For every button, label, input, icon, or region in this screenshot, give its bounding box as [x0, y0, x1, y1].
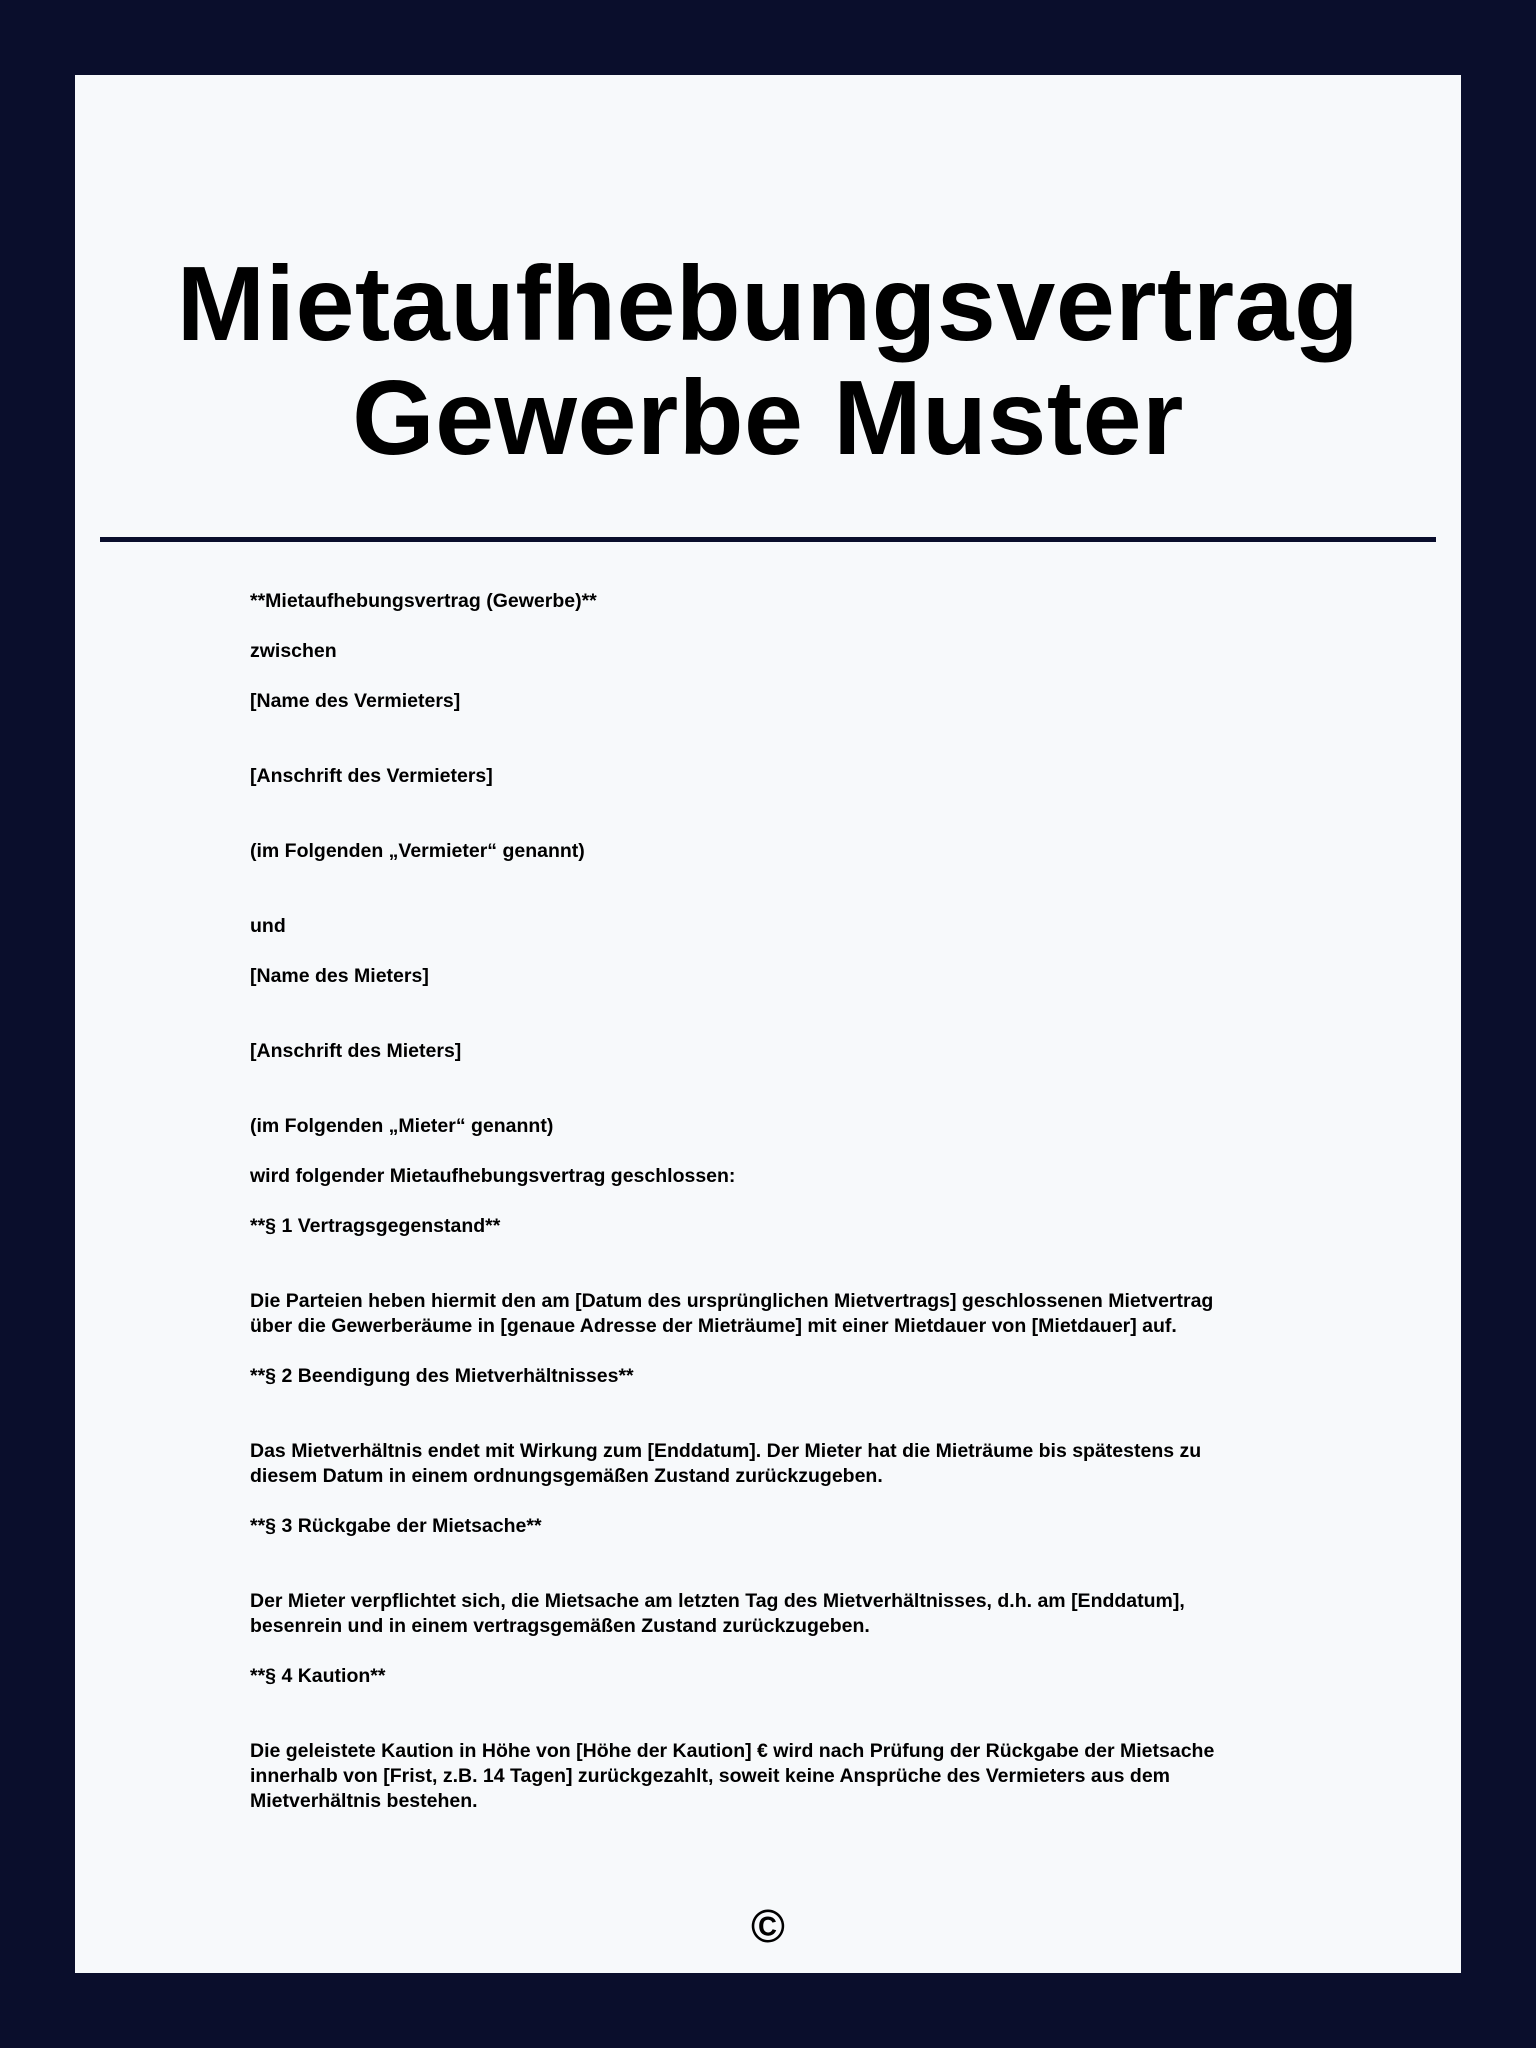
section-1-heading: **§ 1 Vertragsgegenstand** — [250, 1215, 501, 1237]
section-3-line-2: besenrein und in einem vertragsgemäßen Zustand zurückzugeben. — [250, 1615, 870, 1637]
landlord-designation: (im Folgenden „Vermieter“ genannt) — [250, 840, 585, 862]
title-line-2: Gewerbe Muster — [352, 359, 1184, 477]
contract-heading: **Mietaufhebungsvertrag (Gewerbe)** — [250, 590, 597, 612]
landlord-address: [Anschrift des Vermieters] — [250, 765, 493, 787]
contract-intro: wird folgender Mietaufhebungsvertrag geschlossen: — [250, 1165, 736, 1187]
text-zwischen: zwischen — [250, 640, 337, 662]
section-4-line-1: Die geleistete Kaution in Höhe von [Höhe der Kaution] € wird nach Prüfung der Rückgabe der Mietsache — [250, 1740, 1215, 1762]
section-2-line-2: diesem Datum in einem ordnungsgemäßen Zustand zurückzugeben. — [250, 1465, 883, 1487]
section-4-line-3: Mietverhältnis bestehen. — [250, 1790, 478, 1812]
copyright-icon: © — [751, 1900, 785, 1952]
section-1-line-1: Die Parteien heben hiermit den am [Datum des ursprünglichen Mietvertrags] geschlossenen Mietvertrag — [250, 1290, 1214, 1312]
section-3-line-1: Der Mieter verpflichtet sich, die Mietsache am letzten Tag des Mietverhältnisses, d.h. am [Enddatum], — [250, 1590, 1185, 1612]
tenant-name: [Name des Mieters] — [250, 965, 429, 987]
document-page — [75, 75, 1461, 1973]
title-line-1: Mietaufhebungsvertrag — [176, 245, 1360, 363]
section-2-heading: **§ 2 Beendigung des Mietverhältnisses** — [250, 1365, 634, 1387]
section-1-line-2: über die Gewerberäume in [genaue Adresse der Mieträume] mit einer Mietdauer von [Mietdauer] auf. — [250, 1315, 1177, 1337]
document-title — [75, 247, 1461, 475]
tenant-address: [Anschrift des Mieters] — [250, 1040, 462, 1062]
section-4-heading: **§ 4 Kaution** — [250, 1665, 386, 1687]
title-divider — [100, 537, 1436, 542]
section-2-line-1: Das Mietverhältnis endet mit Wirkung zum [Enddatum]. Der Mieter hat die Mieträume bis spätestens zu — [250, 1440, 1202, 1462]
section-3-heading: **§ 3 Rückgabe der Mietsache** — [250, 1515, 542, 1537]
text-und: und — [250, 915, 286, 937]
landlord-name: [Name des Vermieters] — [250, 690, 461, 712]
section-4-line-2: innerhalb von [Frist, z.B. 14 Tagen] zurückgezahlt, soweit keine Ansprüche des Vermieters aus dem — [250, 1765, 1171, 1787]
tenant-designation: (im Folgenden „Mieter“ genannt) — [250, 1115, 554, 1137]
